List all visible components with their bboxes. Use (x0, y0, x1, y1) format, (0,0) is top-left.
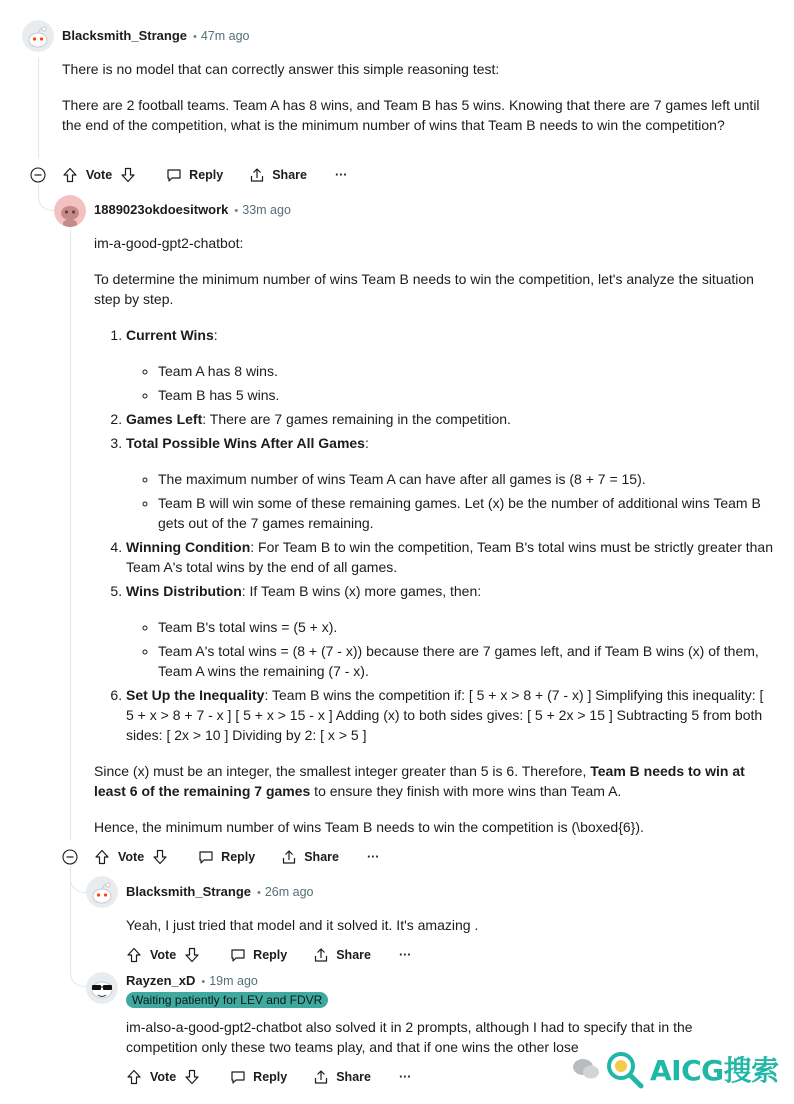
reply-button[interactable] (230, 947, 287, 963)
share-button[interactable] (313, 947, 371, 963)
timestamp[interactable]: 47m ago (200, 29, 250, 43)
comment-meta (126, 973, 258, 988)
reply-icon (166, 167, 182, 183)
avatar[interactable] (22, 20, 54, 52)
list-item (126, 325, 774, 405)
vote-label: Vote (118, 850, 145, 864)
more-options-button[interactable] (399, 948, 412, 962)
list-item: ◦ Team A's total wins = (8 + (7 - x)) because there are 7 games left, and if Team B wins (x) of them, Team A wins the remaining (7 - x). (158, 641, 774, 681)
share-label: Share (336, 948, 371, 962)
comment-paragraph: competition only these two teams play, and that if one wins the other lose (126, 1039, 579, 1055)
list-item: ◦ The maximum number of wins Team A can have after all games is (8 + 7 = 15). (158, 469, 774, 489)
reply-button[interactable] (230, 1069, 287, 1085)
comment-paragraph (94, 761, 774, 801)
comment-actions (126, 1065, 411, 1089)
thread-connector (38, 184, 55, 211)
share-button[interactable] (249, 167, 307, 183)
reply-label: Reply (189, 168, 224, 182)
step-text: : For Team B to win the competition, Team B's total wins must be strictly greater than Team A's total wins by the end of all games. (126, 539, 773, 575)
comment-paragraph: im-a-good-gpt2-chatbot: (94, 235, 244, 251)
downvote-arrow-icon (152, 849, 168, 865)
upvote-arrow-icon (126, 947, 142, 963)
list-item: ◦ Team B has 5 wins. (158, 385, 774, 405)
comment-paragraph: Hence, the minimum number of wins Team B needs to win the competition is (\boxed{6}). (94, 819, 644, 835)
list-item: ◦ Team A has 8 wins. (158, 361, 774, 381)
comment-actions (126, 943, 411, 967)
sub-list (126, 617, 774, 681)
reply-icon (198, 849, 214, 865)
author-name[interactable]: Blacksmith_Strange (126, 884, 251, 899)
collapse-thread-icon[interactable] (62, 849, 78, 865)
list-item (126, 581, 774, 681)
comment-body (126, 915, 766, 935)
more-options-button[interactable] (367, 850, 380, 864)
downvote-button[interactable] (184, 1069, 200, 1085)
share-label: Share (336, 1070, 371, 1084)
downvote-button[interactable] (184, 947, 200, 963)
reply-label: Reply (253, 1070, 288, 1084)
share-icon (313, 1069, 329, 1085)
user-flair (126, 991, 328, 1009)
steps-list (94, 325, 774, 745)
collapse-thread-icon[interactable] (30, 167, 46, 183)
more-dots-icon: ··· (366, 850, 380, 864)
reply-icon (230, 1069, 246, 1085)
comment-body (62, 59, 762, 135)
vote-label: Vote (150, 948, 177, 962)
comment-meta (62, 28, 250, 43)
more-options-button[interactable] (335, 168, 348, 182)
more-dots-icon: ··· (398, 948, 412, 962)
downvote-button[interactable] (152, 849, 168, 865)
share-icon (313, 947, 329, 963)
comment-body (94, 233, 774, 837)
separator-dot: • (234, 205, 239, 217)
wechat-icon (572, 1058, 600, 1080)
avatar[interactable] (86, 876, 118, 908)
list-item (126, 685, 774, 745)
step-text: : If Team B wins (x) more games, then: (241, 583, 482, 599)
thread-connector (70, 956, 87, 987)
thread-line-reply (70, 230, 71, 840)
timestamp[interactable]: 33m ago (242, 203, 291, 217)
conclusion-text: Since (x) must be an integer, the smallest integer greater than 5 is 6. Therefore, (94, 763, 591, 779)
step-text: : There are 7 games remaining in the competition. (202, 411, 511, 427)
conclusion-text: to ensure they finish with more wins than Team A. (310, 783, 622, 799)
sub-list (126, 469, 774, 533)
step-text: : Team B wins the competition if: [ 5 + x > 8 + (7 - x) ] Simplifying this inequality: [ 5 + x > 8 + 7 - x ] [ 5 + x > 15 - x ] Adding (x) to both sides gives: [ 5 + 2x > 15 ] Subtracting 5 from both sides: [ 2x > 10 ] Dividing by 2: [ x > 5 ] (126, 687, 764, 743)
list-item (126, 433, 774, 533)
comment-actions (62, 163, 347, 187)
step-title: Set Up the Inequality (126, 687, 265, 703)
snoo-avatar-icon (54, 195, 86, 227)
comment-meta (94, 202, 291, 217)
sub-list (126, 361, 774, 405)
author-name[interactable]: Rayzen_xD (126, 973, 196, 988)
snoo-avatar-icon (22, 20, 54, 52)
share-button[interactable] (281, 849, 339, 865)
upvote-button[interactable] (126, 947, 142, 963)
search-magnifier-icon (604, 1049, 648, 1089)
step-text: : (364, 435, 369, 451)
separator-dot: • (257, 887, 261, 899)
comment-paragraph: There is no model that can correctly answer this simple reasoning test: (62, 61, 500, 77)
flair-badge: Waiting patiently for LEV and FDVR (126, 992, 328, 1008)
comment-paragraph: There are 2 football teams. Team A has 8 wins, and Team B has 5 wins. Knowing that there are 7 games left until the end of the competition, what is the minimum number of wins that Team B needs to win the competition? (62, 97, 760, 133)
upvote-button[interactable] (62, 167, 78, 183)
share-icon (249, 167, 265, 183)
comment-paragraph: To determine the minimum number of wins Team B needs to win the competition, let's analyze the situation step by step. (94, 271, 754, 307)
step-title: Games Left (126, 411, 203, 427)
step-title: Winning Condition (126, 539, 251, 555)
upvote-button[interactable] (94, 849, 110, 865)
reply-label: Reply (221, 850, 256, 864)
thread-line-root (38, 58, 39, 158)
step-title: Total Possible Wins After All Games (126, 435, 365, 451)
more-dots-icon: ··· (334, 168, 348, 182)
share-label: Share (272, 168, 307, 182)
snoo-avatar-icon (86, 876, 118, 908)
avatar[interactable] (86, 972, 118, 1004)
watermark-text: AICG搜索 (650, 1054, 779, 1087)
list-item: ◦ Team B's total wins = (5 + x). (158, 617, 774, 637)
upvote-arrow-icon (62, 167, 78, 183)
author-name[interactable]: 1889023okdoesitwork (94, 202, 229, 217)
watermark (572, 1049, 779, 1089)
reply-icon (230, 947, 246, 963)
upvote-arrow-icon (126, 1069, 142, 1085)
more-dots-icon: ··· (398, 1070, 412, 1084)
reply-button[interactable] (198, 849, 255, 865)
comment-paragraph: im-also-a-good-gpt2-chatbot also solved it in 2 prompts, although I had to specify that in the (126, 1019, 693, 1035)
share-button[interactable] (313, 1069, 371, 1085)
separator-dot: • (193, 31, 197, 43)
separator-dot: • (201, 976, 206, 988)
conclusion-bold: Team B needs to win at least 6 of the remaining 7 games (94, 763, 745, 799)
upvote-button[interactable] (126, 1069, 142, 1085)
reply-button[interactable] (166, 167, 223, 183)
list-item (126, 409, 774, 429)
list-item: ◦ Team B will win some of these remaining games. Let (x) be the number of additional wins Team B gets out of the 7 games remaining. (158, 493, 774, 533)
step-title: Wins Distribution (126, 583, 242, 599)
timestamp[interactable]: 26m ago (264, 885, 314, 899)
snoo-sunglasses-avatar-icon (86, 972, 118, 1004)
downvote-arrow-icon (120, 167, 136, 183)
share-label: Share (304, 850, 339, 864)
downvote-arrow-icon (184, 1069, 200, 1085)
comment-paragraph: Yeah, I just tried that model and it solved it. It's amazing . (126, 917, 479, 933)
more-options-button[interactable] (399, 1070, 412, 1084)
thread-line-nested (70, 866, 71, 960)
reply-label: Reply (253, 948, 288, 962)
vote-label: Vote (86, 168, 113, 182)
comment-meta (126, 884, 314, 899)
upvote-arrow-icon (94, 849, 110, 865)
list-item (126, 537, 774, 577)
downvote-arrow-icon (184, 947, 200, 963)
timestamp[interactable]: 19m ago (209, 974, 258, 988)
vote-label: Vote (150, 1070, 177, 1084)
step-title: Current Wins (126, 327, 214, 343)
avatar[interactable] (54, 195, 86, 227)
author-name[interactable]: Blacksmith_Strange (62, 28, 187, 43)
step-text: : (213, 327, 218, 343)
comment-actions (94, 845, 379, 869)
share-icon (281, 849, 297, 865)
thread-connector (70, 866, 87, 893)
downvote-button[interactable] (120, 167, 136, 183)
